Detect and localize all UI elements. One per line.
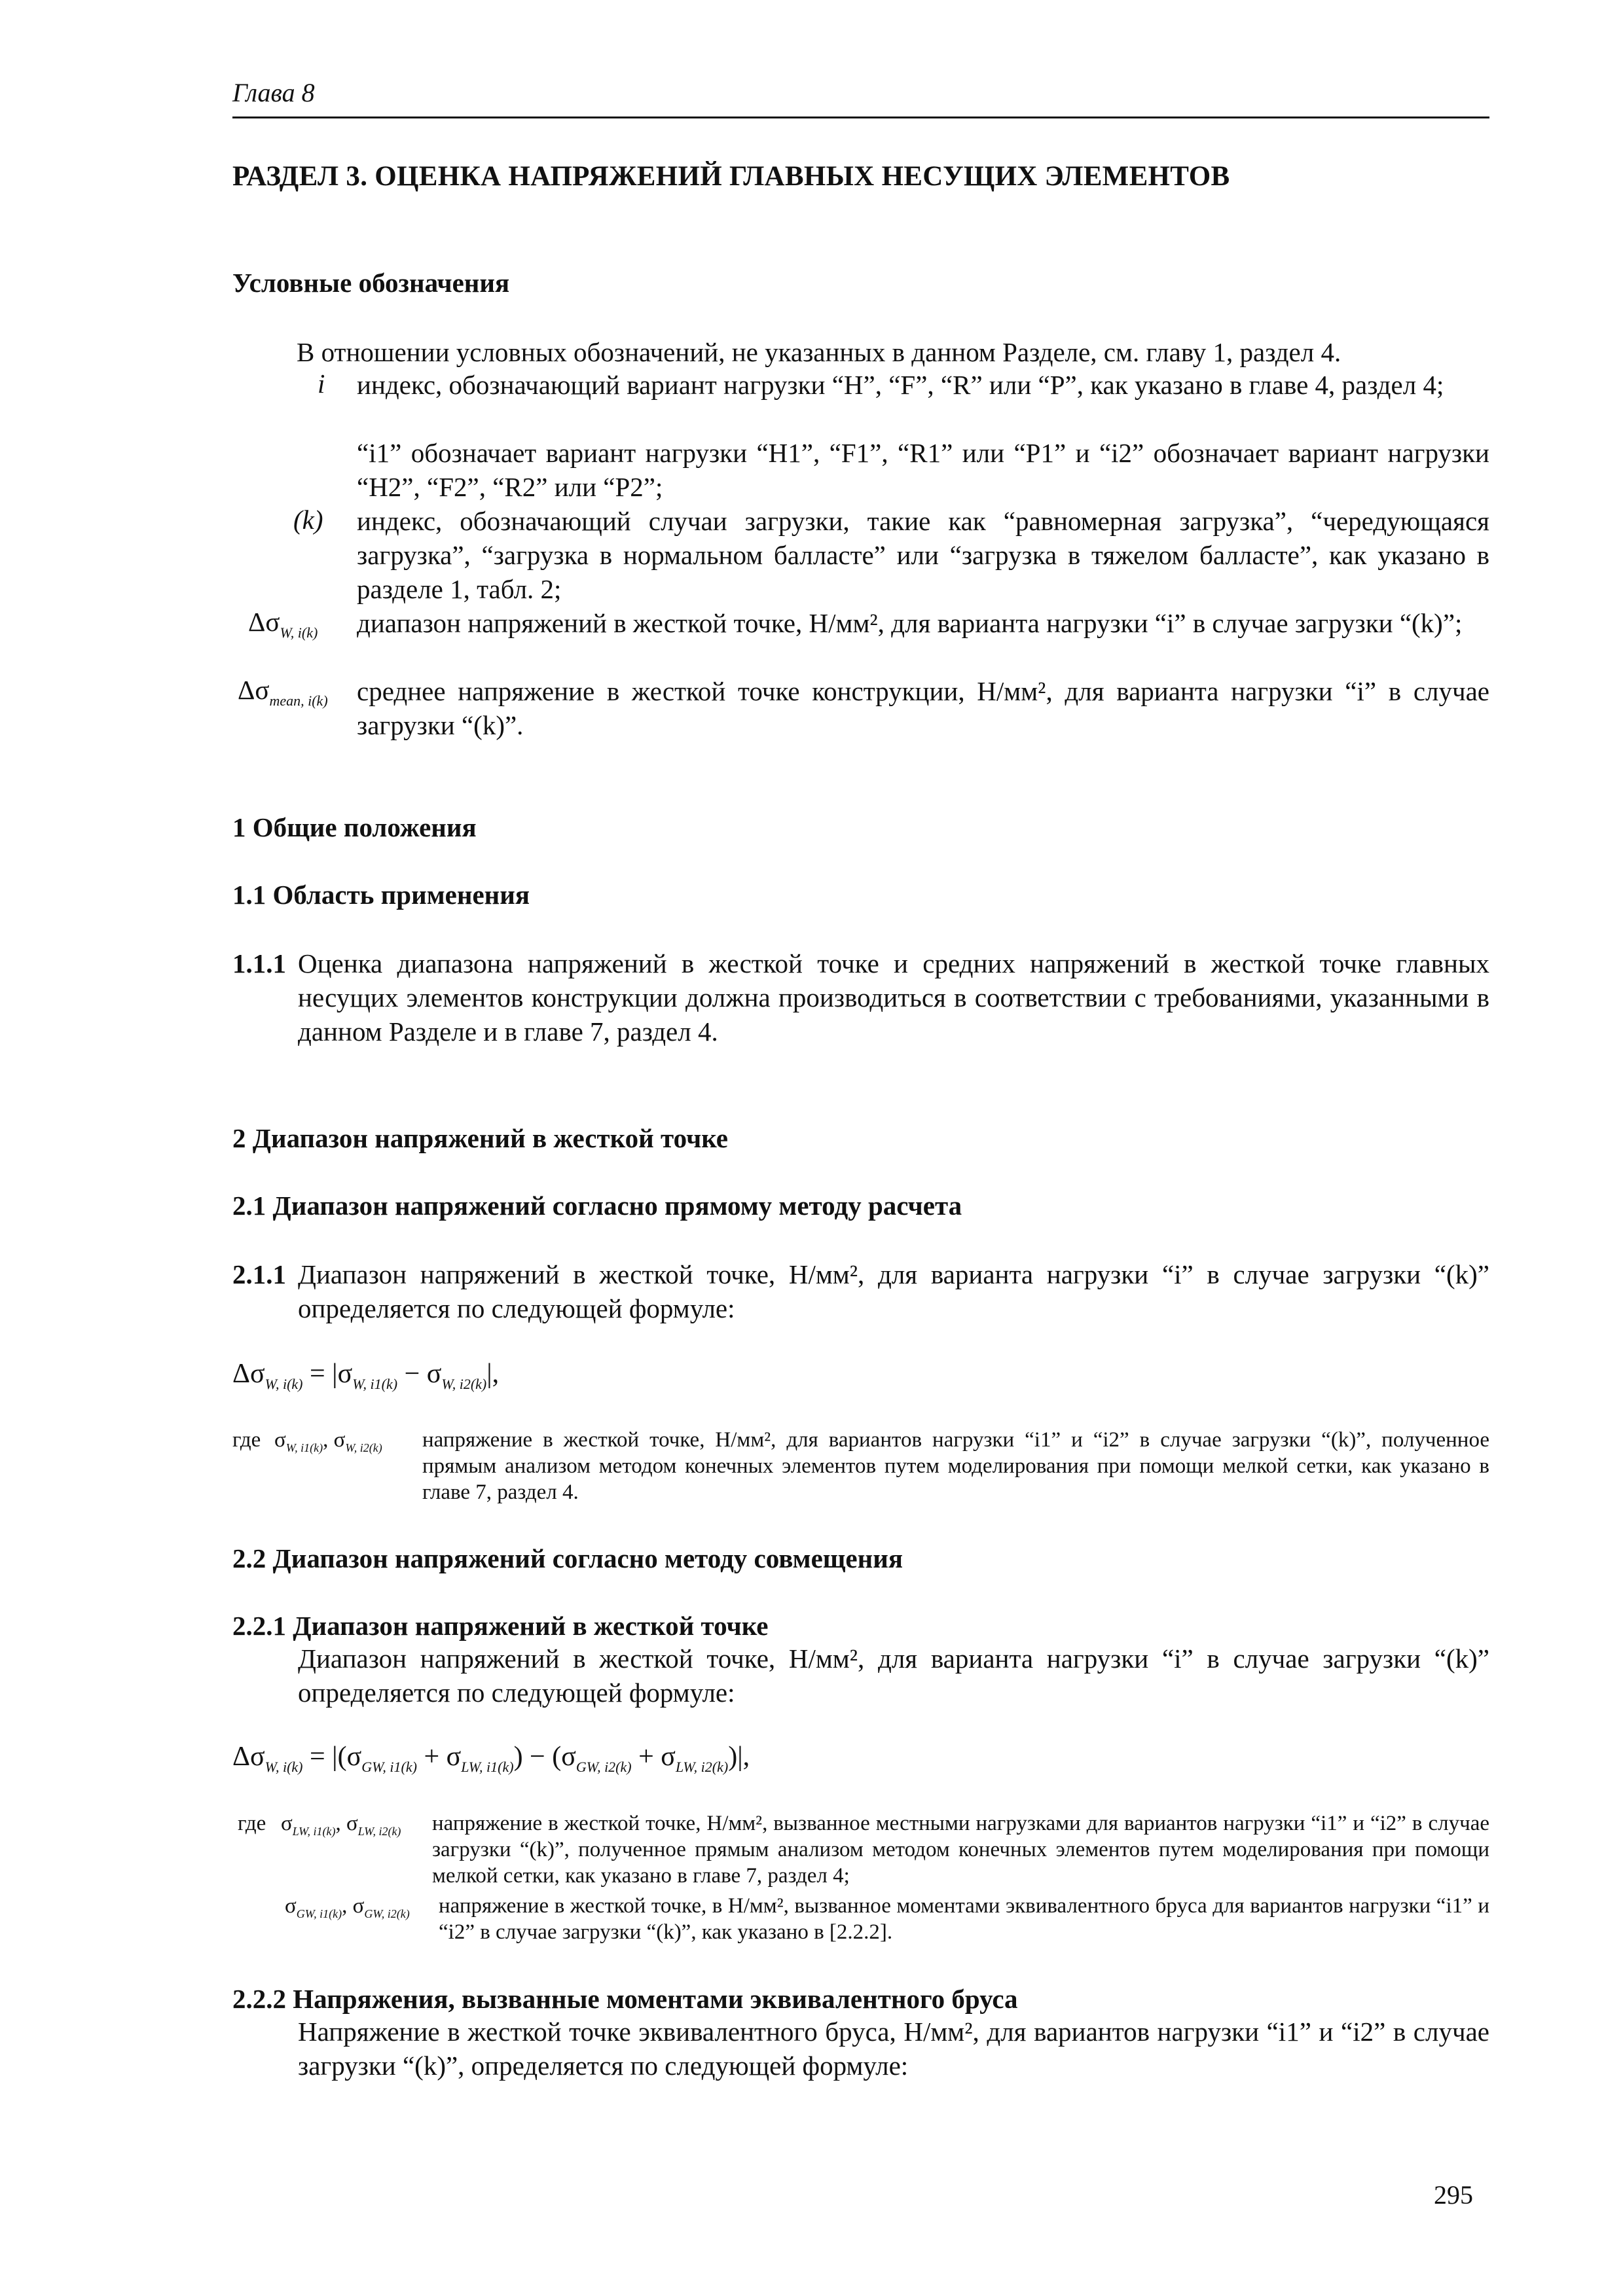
para-2-1-1-number: 2.1.1 xyxy=(232,1259,286,1289)
para-1-1-1-text: Оценка диапазона напряжений в жесткой точке и средних напряжений в жесткой точке главных несущих элементов конструкции должна производиться в соответствии с требованиями, указанными в данном Разделе и в главе 7, раздел 4. xyxy=(298,948,1489,1047)
section-title: РАЗДЕЛ 3. ОЦЕНКА НАПРЯЖЕНИЙ ГЛАВНЫХ НЕСУЩИХ ЭЛЕМЕНТОВ xyxy=(232,161,1230,192)
formula-direct-range: $\Delta\sigma_{W, i(k)} = |\sigma_{W, i1(k)} - \sigma_{W, i2(k)}|$, xyxy=(232,1359,500,1392)
section-1-heading: 1 Общие положения xyxy=(232,812,477,842)
running-header: Глава 8 xyxy=(232,78,315,107)
symbol-i: i xyxy=(318,368,325,399)
where-desc-2: напряжение в жесткой точке, Н/мм², вызванное местными нагрузками для вариантов нагрузки “i1” и “i2” в случае загрузки “(k)”, полученное прямым анализом методом конечных элементов путем моделирования при помощи мелкой сетки, как указано в главе 7, раздел 4; xyxy=(432,1812,1489,1888)
header-rule xyxy=(232,117,1489,118)
where-desc-3: напряжение в жесткой точке, в Н/мм², вызванное моментами эквивалентного бруса для вариантов нагрузки “i1” и “i2” в случае загрузки “(k)”, как указано в [2.2.2]. xyxy=(439,1894,1489,1944)
desc-i-2: “i1” обозначает вариант нагрузки “H1”, “F1”, “R1” или “P1” и “i2” обозначает вариант нагрузки “H2”, “F2”, “R2” или “P2”; xyxy=(357,438,1489,502)
para-2-2-1-heading: 2.2.1 Диапазон напряжений в жесткой точке xyxy=(232,1611,769,1641)
document-page xyxy=(232,0,1489,2296)
where-label-2: где xyxy=(238,1812,266,1835)
desc-i-1: индекс, обозначающий вариант нагрузки “H”, “F”, “R” или “P”, как указано в главе 4, раздел 4; xyxy=(357,370,1444,400)
symbol-k: (k) xyxy=(293,505,323,535)
para-1-1-1-number: 1.1.1 xyxy=(232,948,286,978)
para-2-2-1-text: Диапазон напряжений в жесткой точке, Н/мм², для варианта нагрузки “i” в случае загрузки “(k)” определяется по следующей формуле: xyxy=(298,1643,1489,1708)
where-symbols-2: $\sigma_{LW, i1(k)}$, $\sigma_{LW, i2(k)}$ xyxy=(281,1812,401,1838)
desc-dsigma-mean: среднее напряжение в жесткой точке конструкции, Н/мм², для варианта нагрузки “i” в случае загрузки “(k)”. xyxy=(357,676,1489,740)
para-2-2-2-heading: 2.2.2 Напряжения, вызванные моментами эквивалентного бруса xyxy=(232,1984,1018,2014)
where-symbols-1: $\sigma_{W, i1(k)}$, $\sigma_{W, i2(k)}$ xyxy=(274,1428,382,1454)
notation-intro: В отношении условных обозначений, не указанных в данном Разделе, см. главу 1, раздел 4. xyxy=(297,337,1341,367)
desc-k: индекс, обозначающий случаи загрузки, такие как “равномерная загрузка”, “чередующаяся загрузка”, “загрузка в нормальном балласте” или “загрузка в тяжелом балласте”, как указано в разделе 1, табл. 2; xyxy=(357,506,1489,604)
where-label-1: где xyxy=(232,1428,261,1452)
symbol-dsigma-mean: $\Delta\sigma_{mean, i(k)}$ xyxy=(238,675,328,709)
formula-combination-range: $\Delta\sigma_{W, i(k)} = |(\sigma_{GW, i1(k)} + \sigma_{LW, i1(k)}) - (\sigma_{GW, i2(k)} + \sigma_{LW, i2(k)})|$, xyxy=(232,1742,750,1775)
symbol-dsigma-w: $\Delta\sigma_{W, i(k)}$ xyxy=(248,607,318,641)
desc-dsigma-w: диапазон напряжений в жесткой точке, Н/мм², для варианта нагрузки “i” в случае загрузки “(k)”; xyxy=(357,608,1463,638)
section-2-heading: 2 Диапазон напряжений в жесткой точке xyxy=(232,1123,728,1153)
where-symbols-3: $\sigma_{GW, i1(k)}$, $\sigma_{GW, i2(k)}$ xyxy=(285,1894,410,1920)
section-2-1-heading: 2.1 Диапазон напряжений согласно прямому методу расчета xyxy=(232,1191,962,1221)
notation-heading: Условные обозначения xyxy=(232,268,510,298)
para-2-2-2-text: Напряжение в жесткой точке эквивалентного бруса, Н/мм², для вариантов нагрузки “i1” и “i2” в случае загрузки “(k)”, определяется по следующей формуле: xyxy=(298,2017,1489,2081)
where-desc-1: напряжение в жесткой точке, Н/мм², для вариантов нагрузки “i1” и “i2” в случае загрузки “(k)”, полученное прямым анализом методом конечных элементов путем моделирования при помощи мелкой сетки, как указано в главе 7, раздел 4. xyxy=(422,1428,1489,1504)
page-number: 295 xyxy=(1434,2180,1473,2210)
para-2-1-1-text: Диапазон напряжений в жесткой точке, Н/мм², для варианта нагрузки “i” в случае загрузки “(k)” определяется по следующей формуле: xyxy=(298,1259,1489,1323)
section-2-2-heading: 2.2 Диапазон напряжений согласно методу совмещения xyxy=(232,1543,903,1573)
section-1-1-heading: 1.1 Область применения xyxy=(232,880,530,910)
